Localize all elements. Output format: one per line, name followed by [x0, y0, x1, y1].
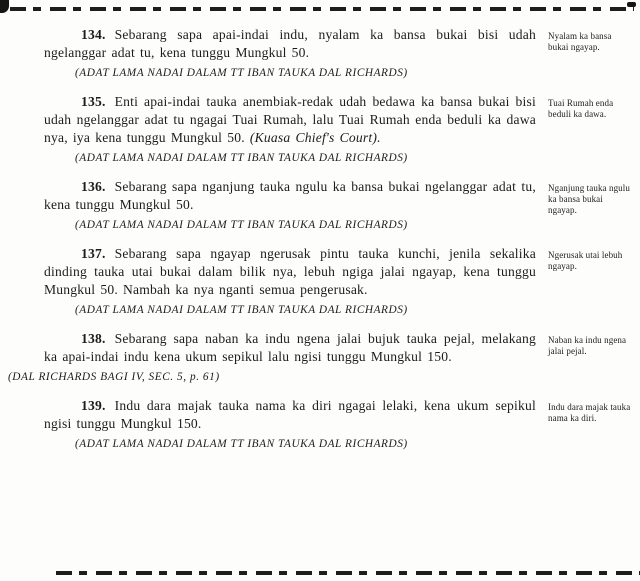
section-citation: (ADAT LAMA NADAI DALAM TT IBAN TAUKA DAL RICHARDS) [75, 152, 408, 164]
section-number: 134. [81, 27, 106, 42]
torn-edge-top [10, 7, 634, 11]
section-paragraph [44, 330, 536, 366]
section-body: Sebarang sapa ngayap ngerusak pintu tauka kunchi, jenila sekalika dinding tauka utai bukai dalam bilik nya, lebuh ngiga jalai ngayap, kena tunggu Mungkul 50. Nambah ka nya nganti semua pengerusak. [44, 246, 536, 297]
section-body: Sebarang sapa naban ka indu ngena jalai bujuk tauka pejal, melakang ka apai-indai indu kena ukum sepikul lalu ngisi tunggu Mungkul 150. [44, 331, 536, 364]
margin-note: Ngerusak utai lebuh ngayap. [548, 250, 623, 271]
section-paragraph [44, 245, 536, 299]
section-citation: (DAL RICHARDS BAGI IV, SEC. 5, p. 61) [8, 371, 220, 383]
section-number: 135. [81, 94, 106, 109]
section-body-italic: (Kuasa Chief's Court). [249, 130, 381, 145]
margin-note: Naban ka indu ngena jalai pejal. [548, 335, 627, 356]
section-citation: (ADAT LAMA NADAI DALAM TT IBAN TAUKA DAL RICHARDS) [75, 219, 408, 231]
section-citation: (ADAT LAMA NADAI DALAM TT IBAN TAUKA DAL RICHARDS) [75, 304, 408, 316]
section-paragraph [44, 397, 536, 433]
law-section [44, 397, 636, 464]
scan-artifact-top-left [0, 0, 9, 13]
margin-note: Indu dara majak tauka nama ka diri. [548, 402, 631, 423]
section-citation: (ADAT LAMA NADAI DALAM TT IBAN TAUKA DAL RICHARDS) [75, 67, 408, 79]
law-section [44, 178, 636, 245]
section-citation: (ADAT LAMA NADAI DALAM TT IBAN TAUKA DAL RICHARDS) [75, 438, 408, 450]
section-paragraph [44, 178, 536, 214]
section-number: 137. [81, 246, 106, 261]
margin-note: Tuai Rumah enda beduli ka dawa. [548, 98, 614, 119]
section-paragraph [44, 93, 536, 147]
margin-note: Nganjung tauka ngulu ka bansa bukai ngayap. [548, 183, 630, 215]
section-body: Indu dara majak tauka nama ka diri ngagai lelaki, kena ukum sepikul ngisi tunggu Mungkul 150. [44, 398, 536, 431]
section-number: 136. [81, 179, 106, 194]
section-body: Sebarang sapa apai-indai indu, nyalam ka bansa bukai bisi udah ngelanggar adat tu, kena tunggu Mungkul 50. [44, 27, 536, 60]
section-number: 138. [81, 331, 106, 346]
scan-artifact-top-right [627, 2, 636, 7]
section-body: Enti apai-indai tauka anembiak-redak udah bedawa ka bansa bukai bisi udah ngelanggar adat tu ngagai Tuai Rumah, lalu Tuai Rumah enda beduli ka dawa nya, iya kena tunggu Mungkul 50. [44, 94, 536, 145]
margin-note: Nyalam ka bansa bukai ngayap. [548, 31, 612, 52]
torn-edge-bottom [56, 571, 640, 575]
law-section [44, 26, 636, 93]
section-body: Sebarang sapa nganjung tauka ngulu ka bansa bukai ngelanggar adat tu, kena tunggu Mungkul 50. [44, 179, 536, 212]
law-section [8, 330, 636, 397]
section-number: 139. [81, 398, 106, 413]
section-paragraph [44, 26, 536, 62]
page-content [8, 26, 636, 464]
law-section [44, 93, 636, 178]
law-section [44, 245, 636, 330]
